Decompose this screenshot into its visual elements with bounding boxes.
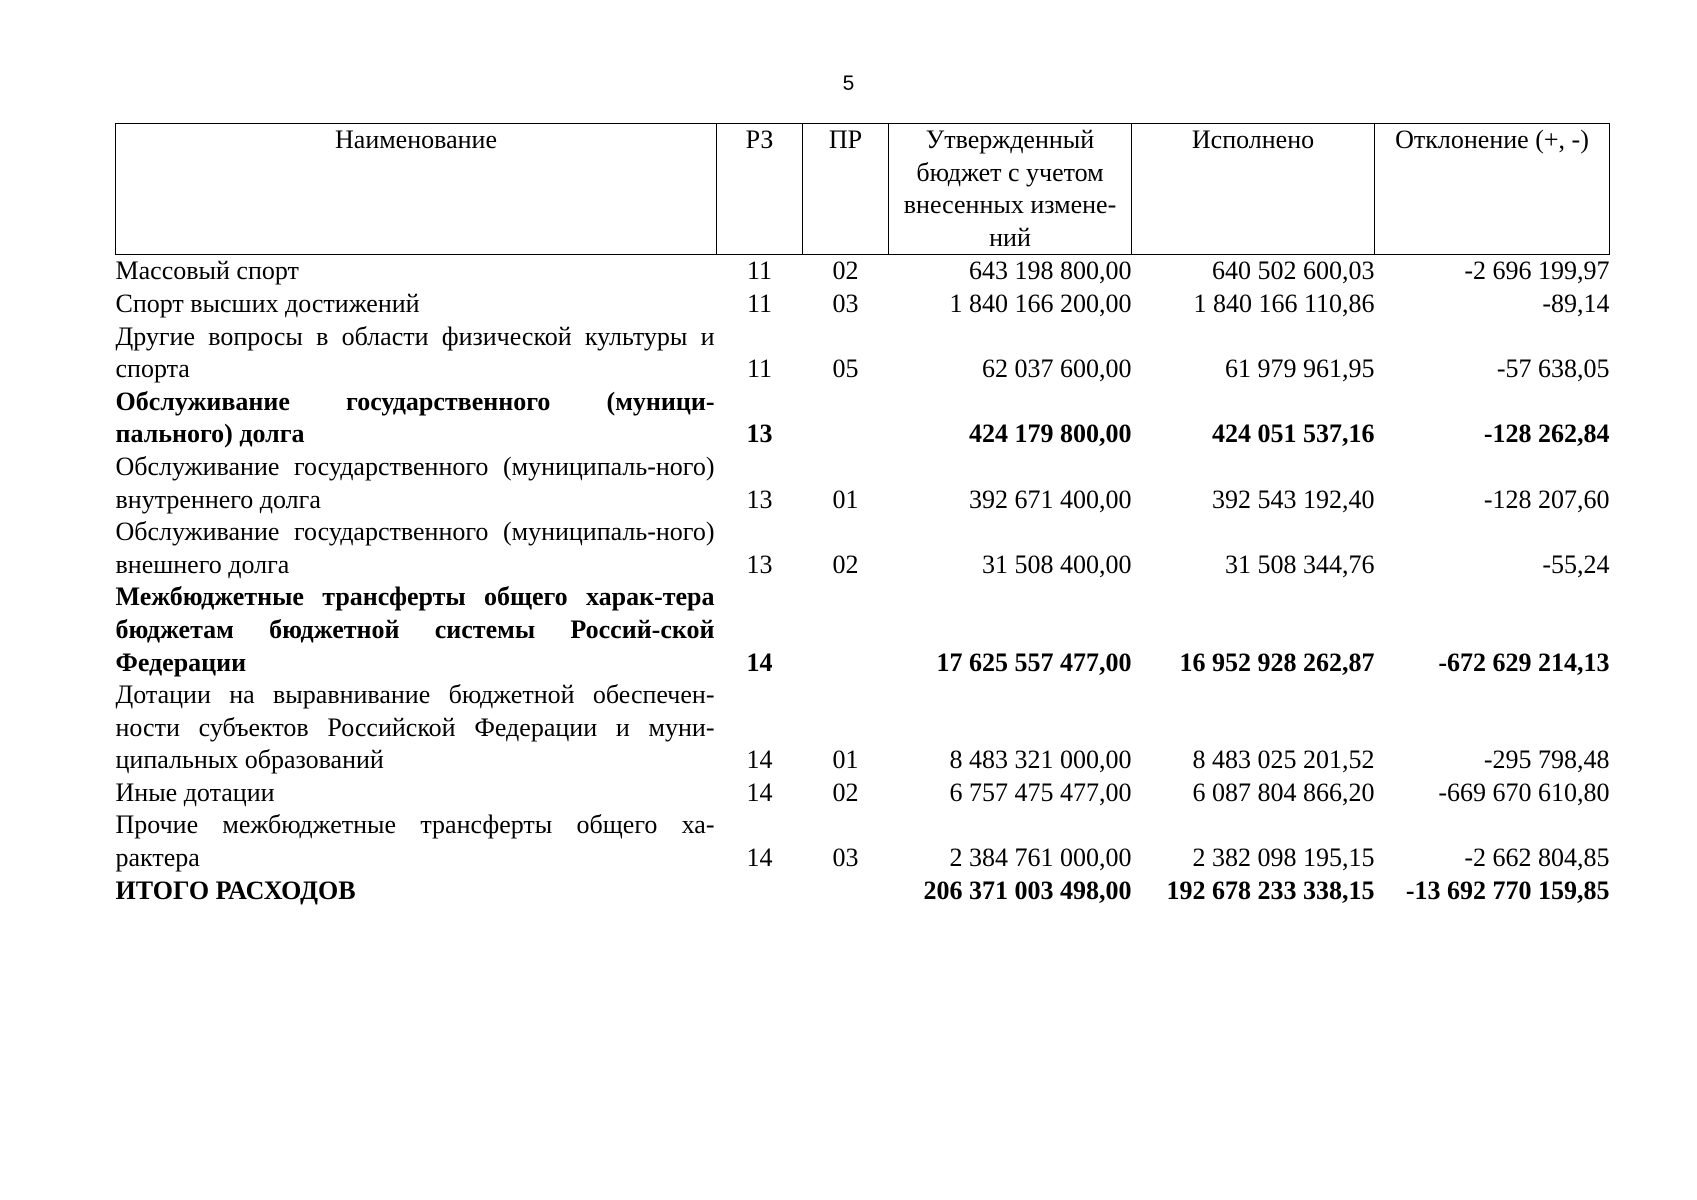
header-deviation: Отклонение (+, -) [1375,124,1610,255]
row-pr: 02 [832,549,859,579]
row-approved: 424 179 800,00 [969,419,1132,449]
row-name: Другие вопросы в области физической культуры и спорта [115,321,715,384]
row-name: Иные дотации [115,777,275,807]
row-name: Межбюджетные трансферты общего харак-тера бюджетам бюджетной системы Россий-ской Федерации [115,582,715,677]
row-deviation: -55,24 [1542,549,1610,579]
row-approved: 62 037 600,00 [982,354,1132,384]
row-approved: 643 198 800,00 [969,256,1132,286]
row-rz: 13 [746,549,773,579]
total-executed: 192 678 233 338,15 [1166,875,1375,905]
table-row-section [116,581,1610,679]
row-executed: 392 543 192,40 [1212,484,1375,514]
row-deviation: -57 638,05 [1496,354,1610,384]
row-executed: 1 840 166 110,86 [1193,288,1375,318]
row-pr: 01 [832,484,859,514]
row-name: Дотации на выравнивание бюджетной обеспечен-ности субъектов Российской Федерации и муни-ципальных образований [115,680,715,775]
page-number: 5 [842,72,855,95]
row-pr: 03 [832,843,859,873]
row-rz: 13 [746,419,773,449]
row-executed: 640 502 600,03 [1212,256,1375,286]
table-row [116,516,1610,581]
row-deviation: -2 662 804,85 [1464,843,1610,873]
row-approved: 6 757 475 477,00 [949,777,1132,807]
budget-execution-table [115,123,1610,907]
row-name: Прочие межбюджетные трансферты общего ха-рактера [115,810,715,873]
table-row-section [116,386,1610,451]
table-header-row [116,124,1610,255]
row-name: Обслуживание государственного (муниципаль-ного) внешнего долга [115,517,715,579]
row-name: Обслуживание государственного (муници-пального) долга [115,386,715,449]
row-deviation: -128 207,60 [1483,484,1610,514]
table-row-total [116,875,1610,908]
total-rz [717,875,803,908]
header-approved-budget: Утвержденный бюджет с учетом внесенных измене-ний [889,124,1132,255]
row-executed: 16 952 928 262,87 [1179,647,1375,677]
row-executed: 8 483 025 201,52 [1192,745,1375,775]
header-name: Наименование [116,124,717,255]
total-pr [803,875,889,908]
row-deviation: -669 670 610,80 [1438,777,1610,807]
row-rz: 14 [746,777,773,807]
total-label: ИТОГО РАСХОДОВ [115,875,356,905]
header-rz: РЗ [717,124,803,255]
row-pr: 02 [832,256,859,286]
row-rz: 11 [746,288,773,318]
row-approved: 31 508 400,00 [982,549,1132,579]
row-pr [803,386,889,451]
row-deviation: -89,14 [1542,288,1610,318]
row-pr: 01 [832,745,859,775]
row-rz: 14 [746,843,773,873]
row-approved: 17 625 557 477,00 [936,647,1132,677]
table-row [116,288,1610,321]
header-executed: Исполнено [1132,124,1375,255]
row-name: Массовый спорт [115,256,299,286]
row-rz: 14 [746,647,773,677]
row-rz: 13 [746,484,773,514]
row-executed: 61 979 961,95 [1225,354,1375,384]
row-pr: 05 [832,354,859,384]
table-row [116,777,1610,810]
total-approved: 206 371 003 498,00 [923,875,1132,905]
row-rz: 11 [746,354,773,384]
row-executed: 31 508 344,76 [1225,549,1375,579]
row-name: Спорт высших достижений [115,288,420,318]
table-row [116,321,1610,386]
row-deviation: -672 629 214,13 [1438,647,1610,677]
row-executed: 424 051 537,16 [1212,419,1375,449]
row-executed: 6 087 804 866,20 [1192,777,1375,807]
row-deviation: -128 262,84 [1483,419,1610,449]
row-deviation: -295 798,48 [1483,745,1610,775]
total-deviation: -13 692 770 159,85 [1405,875,1610,905]
row-executed: 2 382 098 195,15 [1192,843,1375,873]
table-row [116,451,1610,516]
row-approved: 392 671 400,00 [969,484,1132,514]
row-approved: 2 384 761 000,00 [949,843,1132,873]
table-row [116,255,1610,288]
row-approved: 8 483 321 000,00 [949,745,1132,775]
row-pr: 02 [832,777,859,807]
table-row [116,679,1610,777]
row-rz: 14 [746,745,773,775]
row-pr: 03 [832,288,859,318]
row-approved: 1 840 166 200,00 [949,288,1132,318]
row-pr [803,581,889,679]
row-rz: 11 [746,256,773,286]
header-pr: ПР [803,124,889,255]
row-deviation: -2 696 199,97 [1464,256,1610,286]
row-name: Обслуживание государственного (муниципаль-ного) внутреннего долга [115,451,715,514]
table-row [116,809,1610,874]
